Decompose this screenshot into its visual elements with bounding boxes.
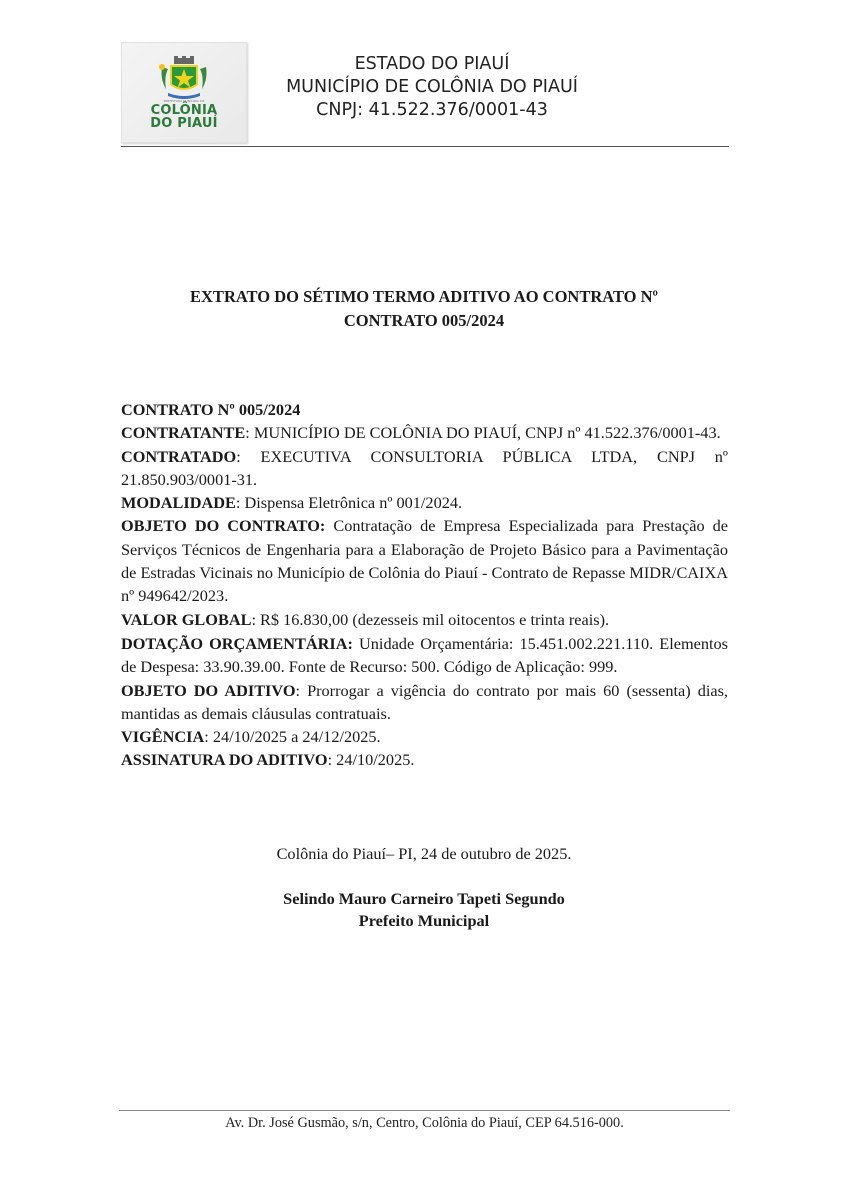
footer-divider bbox=[119, 1110, 730, 1111]
header-state: ESTADO DO PIAUÍ bbox=[354, 54, 510, 74]
field-label: CONTRATO Nº 005/2024 bbox=[121, 400, 301, 419]
field-separator: : bbox=[204, 727, 213, 747]
field-label: ASSINATURA DO ADITIVO bbox=[121, 750, 328, 770]
field-value: MUNICÍPIO DE COLÔNIA DO PIAUÍ, CNPJ nº 41.522.376/0001-43. bbox=[253, 423, 721, 443]
field-separator: : bbox=[327, 750, 337, 770]
field-label: DOTAÇÃO ORÇAMENTÁRIA: bbox=[121, 633, 353, 653]
logo-text-line2: DO PIAUÍ bbox=[150, 116, 218, 131]
field-label: CONTRATANTE bbox=[121, 423, 246, 443]
logo-text-line1: COLÔNIA bbox=[150, 103, 218, 118]
field-contratado bbox=[121, 445, 728, 492]
field-dotacao bbox=[121, 632, 728, 679]
field-label: VIGÊNCIA bbox=[121, 727, 205, 747]
field-value: Unidade Orçamentária: 15.451.002.221.110. Elementos de Despesa: 33.90.39.00. Fonte de Recurso: 500. Código de Aplicação: 999. bbox=[121, 633, 728, 677]
field-value: Contratação de Empresa Especializada para Prestação de Serviços Técnicos de Engenharia para a Elaboração de Projeto Básico para a Pavimentação de Estradas Vicinais no Município de Colônia do Piauí - Contrato de Repasse MIDR/CAIXA nº 949642/2023. bbox=[121, 516, 729, 606]
field-label: CONTRATADO bbox=[121, 446, 237, 466]
field-modalidade bbox=[121, 491, 728, 514]
field-contrato bbox=[121, 398, 728, 421]
signatory-name: Selindo Mauro Carneiro Tapeti Segundo bbox=[283, 889, 565, 908]
document-title-line2: CONTRATO 005/2024 bbox=[343, 311, 505, 330]
header-divider bbox=[121, 146, 729, 147]
header-cnpj: CNPJ: 41.522.376/0001-43 bbox=[316, 100, 548, 120]
field-objeto-aditivo bbox=[121, 679, 728, 726]
field-valor-global bbox=[121, 608, 728, 631]
field-separator: : bbox=[236, 446, 261, 466]
signatory-role: Prefeito Municipal bbox=[358, 911, 490, 930]
field-value: Prorrogar a vigência do contrato por mais 60 (sessenta) dias, mantidas as demais cláusulas contratuais. bbox=[121, 680, 728, 723]
field-objeto-contrato bbox=[121, 514, 728, 607]
field-value: R$ 16.830,00 (dezesseis mil oitocentos e trinta reais). bbox=[260, 609, 610, 629]
field-value: 24/10/2025 a 24/12/2025. bbox=[212, 727, 381, 747]
field-separator: : bbox=[251, 609, 261, 629]
place-date: Colônia do Piauí– PI, 24 de outubro de 2025. bbox=[276, 844, 572, 863]
document-title-line1: EXTRATO DO SÉTIMO TERMO ADITIVO AO CONTRATO Nº bbox=[190, 287, 658, 306]
field-label: VALOR GLOBAL bbox=[121, 609, 252, 629]
municipal-logo bbox=[121, 42, 247, 143]
document-body bbox=[121, 398, 728, 772]
field-label: OBJETO DO ADITIVO bbox=[121, 680, 296, 700]
footer-address: Av. Dr. José Gusmão, s/n, Centro, Colônia do Piauí, CEP 64.516-000. bbox=[225, 1115, 624, 1131]
logo-small-text: PREFEITURA MUNICIPAL DE bbox=[163, 99, 205, 103]
field-vigencia bbox=[121, 725, 728, 748]
field-separator: : bbox=[295, 680, 308, 700]
field-contratante bbox=[121, 421, 728, 444]
field-separator: : bbox=[235, 493, 245, 513]
header-municipality: MUNICÍPIO DE COLÔNIA DO PIAUÍ bbox=[286, 77, 578, 97]
field-label: OBJETO DO CONTRATO: bbox=[121, 516, 326, 536]
field-assinatura bbox=[121, 748, 728, 771]
field-value: Dispensa Eletrônica nº 001/2024. bbox=[244, 493, 463, 513]
field-separator: : bbox=[245, 423, 254, 443]
coat-of-arms-icon bbox=[152, 55, 216, 101]
field-value: 24/10/2025. bbox=[336, 750, 415, 770]
field-label: MODALIDADE bbox=[121, 493, 236, 513]
field-value: EXECUTIVA CONSULTORIA PÚBLICA LTDA, CNPJ nº 21.850.903/0001-31. bbox=[121, 446, 728, 489]
